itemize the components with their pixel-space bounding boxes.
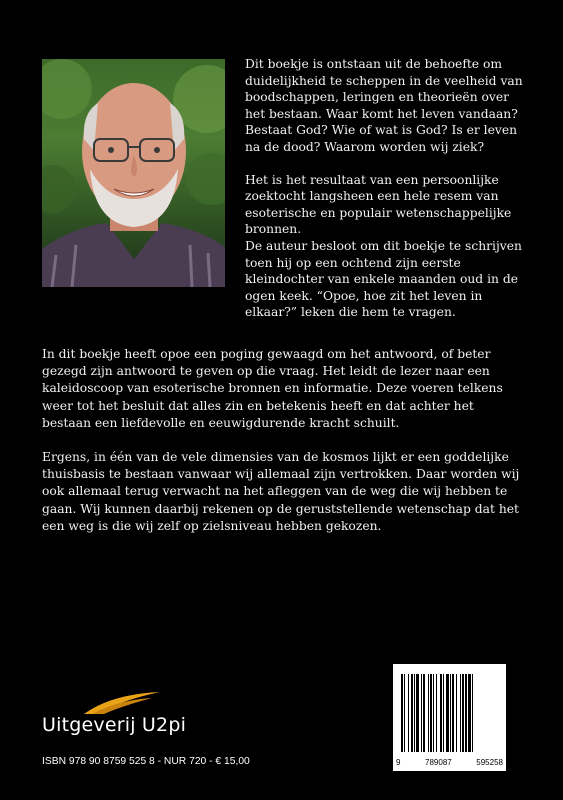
isbn-line: ISBN 978 90 8759 525 8 - NUR 720 - € 15,00 <box>42 756 250 767</box>
body-paragraph: In dit boekje heeft opoe een poging gewaagd om het antwoord, of beter gezegd zijn antwoord te geven op die vraag. Het leidt de lezer naar een kaleidoscoop van esoterische bronnen en informatie. Deze voeren telkens weer tot het besluit dat alles zin en betekenis heeft en dat achter het bestaan een liefdevolle en eeuwigdurende kracht schuilt. <box>42 347 503 430</box>
barcode-first-digit: 9 <box>396 758 401 767</box>
publisher-name: Uitgeverij U2pi <box>42 714 187 736</box>
intro-paragraph: De auteur besloot om dit boekje te schrijven toen hij op een ochtend zijn eerste kleindochter van enkele maanden oud in de ogen keek. “Opoe, hoe zit het leven in elkaar?” leken die hem te vragen. <box>245 238 522 320</box>
publisher-logo <box>42 690 242 750</box>
intro-paragraph: Het is het resultaat van een persoonlijke zoektocht langsheen een hele resem van esoterische en populair wetenschappelijke bronnen. <box>245 172 512 237</box>
barcode-group-1: 789087 <box>425 758 452 767</box>
swoosh-icon <box>82 690 162 716</box>
barcode-bars <box>401 674 498 752</box>
intro-text-block <box>245 56 523 321</box>
barcode-group-2: 595258 <box>476 758 503 767</box>
body-paragraph: Ergens, in één van de vele dimensies van de kosmos lijkt er een goddelijke thuisbasis te bestaan vanwaar wij allemaal zijn vertrokken. Daar worden wij ook allemaal terug verwacht na het afleggen van de weg die wij hebben te gaan. Wij kunnen daarbij rekenen op de geruststellende wetenschap dat het een weg is die wij zelf op zielsniveau hebben gekozen. <box>42 450 520 533</box>
body-text-block <box>42 346 524 535</box>
barcode-number <box>396 758 503 767</box>
author-photo <box>42 59 225 287</box>
intro-paragraph: Dit boekje is ontstaan uit de behoefte om duidelijkheid te scheppen in de veelheid van boodschappen, leringen en theorieën over het bestaan. Waar komt het leven vandaan? Bestaat God? Wie of wat is God? Is er leven na de dood? Waarom worden wij ziek? <box>245 57 523 154</box>
barcode <box>393 664 506 771</box>
